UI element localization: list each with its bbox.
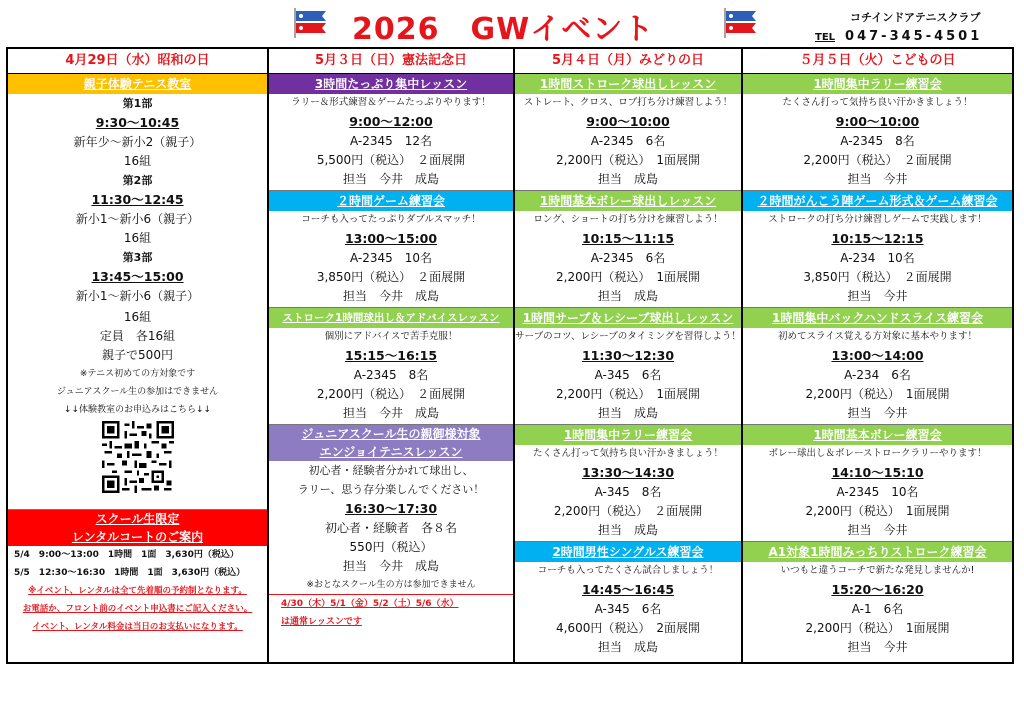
event-staff: 担当 今井 成島 xyxy=(342,289,439,303)
part-label: 第2部 xyxy=(122,174,153,187)
event-capacity: 定員 各16組 xyxy=(99,329,176,343)
event-staff: 担当 今井 xyxy=(847,523,908,537)
event-desc: 初めてスライス覚える方対象に基本やります！ xyxy=(777,331,978,342)
event-block xyxy=(515,74,741,191)
event-class: A-2345 10名 xyxy=(349,251,433,265)
day-header: 5月３日（日）憲法記念日 xyxy=(269,49,513,74)
event-desc: ロング、ショートの打ち分けを練習しよう！ xyxy=(533,214,723,225)
event-staff: 担当 成島 xyxy=(597,640,658,654)
reservation-notice: ※イベント、レンタルは全て先着順の予約制となります。 xyxy=(28,586,247,596)
event-time: 10:15〜12:15 xyxy=(831,231,924,246)
event-block xyxy=(269,308,513,425)
event-subtitle: エンジョイテニスレッスン xyxy=(269,443,513,461)
event-staff: 担当 今井 成島 xyxy=(342,406,439,420)
event-class: A-2345 12名 xyxy=(349,134,433,148)
junior-parent-block xyxy=(269,425,513,631)
day-header: 4月29日（水）昭和の日 xyxy=(8,49,267,74)
event-staff: 担当 今井 xyxy=(847,289,908,303)
part-label: 第1部 xyxy=(122,97,153,110)
kids-tennis-block xyxy=(8,74,267,510)
day-column-0429 xyxy=(8,49,269,662)
event-note: ※テニス初めての方対象です xyxy=(79,369,196,379)
page-title: 2026 GWイベント xyxy=(352,12,655,47)
event-staff: 担当 今井 成島 xyxy=(342,559,439,573)
event-title: 1時間集中バックハンドスライス練習会 xyxy=(743,308,1012,328)
event-note: ジュニアスクール生の参加はできません xyxy=(56,387,219,397)
event-price: 2,200円（税込） 1面展開 xyxy=(556,387,700,401)
event-note: ※おとなスクール生の方は参加できません xyxy=(269,576,513,595)
event-staff: 担当 今井 xyxy=(847,640,908,654)
event-staff: 担当 成島 xyxy=(597,172,658,186)
event-time: 11:30〜12:30 xyxy=(581,348,675,363)
event-desc: たくさん打って気持ち良い汗かきましょう！ xyxy=(782,97,973,108)
event-desc: コーチも入ってたっぷりダブルスマッチ！ xyxy=(301,214,481,225)
event-title: 1時間ストローク球出しレッスン xyxy=(515,74,741,94)
event-desc: ストロークの打ち分け練習しゲームで実践します！ xyxy=(768,214,987,225)
event-class: A-2345 8名 xyxy=(353,368,429,382)
event-target: 新年少〜新小2（親子） xyxy=(73,135,202,149)
event-staff: 担当 成島 xyxy=(597,289,658,303)
reservation-notice: イベント、レンタル料金は当日のお支払いになります。 xyxy=(32,622,243,632)
event-title: 親子体験テニス教室 xyxy=(8,74,267,94)
event-price: 2,200円（税込） 1面展開 xyxy=(805,387,950,401)
event-block xyxy=(515,308,741,425)
event-price: 2,200円（税込） ２面展開 xyxy=(316,387,466,401)
event-block xyxy=(743,425,1012,542)
event-class: A-234 10名 xyxy=(840,251,915,265)
event-time: 14:10〜15:10 xyxy=(831,465,924,480)
event-title: 1時間集中ラリー練習会 xyxy=(515,425,741,445)
event-time: 11:30〜12:45 xyxy=(91,192,184,207)
event-price: 4,600円（税込） 2面展開 xyxy=(556,621,700,635)
event-price: 2,200円（税込） 1面展開 xyxy=(805,621,950,635)
event-class: A-345 8名 xyxy=(594,485,662,499)
event-price: 3,850円（税込） ２面展開 xyxy=(316,270,466,284)
event-title: ストローク1時間球出し＆アドバイスレッスン xyxy=(269,308,513,328)
rental-court-block xyxy=(8,510,267,636)
rental-subtitle: レンタルコートのご案内 xyxy=(8,528,267,546)
regular-lesson-notice: は通常レッスンです xyxy=(281,617,362,627)
event-block xyxy=(743,542,1012,657)
event-staff: 担当 今井 成島 xyxy=(342,172,439,186)
event-desc: いつもと違うコーチで新たな発見しませんか! xyxy=(780,565,975,576)
event-desc: ストレート、クロス、ロブ打ち分け練習しよう！ xyxy=(523,97,733,108)
carp-streamer-icon xyxy=(722,8,762,38)
event-block xyxy=(743,191,1012,308)
event-price: 2,200円（税込） ２面展開 xyxy=(553,504,703,518)
event-price: 3,850円（税込） ２面展開 xyxy=(803,270,952,284)
event-time: 9:30〜10:45 xyxy=(95,115,180,130)
event-desc: たくさん打って気持ち良い汗かきましょう！ xyxy=(532,448,723,459)
event-time: 16:30〜17:30 xyxy=(344,501,438,516)
event-class: A-234 6名 xyxy=(844,368,911,382)
event-desc: サーブのコツ、レシーブのタイミングを習得しよう！ xyxy=(515,331,741,342)
event-staff: 担当 今井 xyxy=(847,172,908,186)
club-name: コチインドアテニスクラブ xyxy=(850,11,981,24)
event-title: ジュニアスクール生の親御様対象 xyxy=(269,425,513,443)
event-time: 10:15〜11:15 xyxy=(581,231,675,246)
carp-streamer-icon xyxy=(292,8,332,38)
event-class: A-1 6名 xyxy=(851,602,904,616)
event-time: 13:00〜15:00 xyxy=(344,231,438,246)
day-header: ５月５日（火）こどもの日 xyxy=(743,49,1012,74)
event-time: 9:00〜10:00 xyxy=(835,114,920,129)
event-time: 13:45〜15:00 xyxy=(91,269,184,284)
event-class: A-345 6名 xyxy=(594,602,662,616)
reservation-notice: お電話か、フロント前のイベント申込書にご記入ください。 xyxy=(22,604,253,614)
part-label: 第3部 xyxy=(122,251,153,264)
event-block xyxy=(515,425,741,542)
day-column-0504 xyxy=(515,49,743,662)
event-desc: ラリー＆形式練習＆ゲームたっぷりやります！ xyxy=(291,97,491,108)
event-block xyxy=(515,191,741,308)
event-time: 14:45〜16:45 xyxy=(581,582,675,597)
day-header: 5月４日（月）みどりの日 xyxy=(515,49,741,74)
event-price: 5,500円（税込） ２面展開 xyxy=(316,153,466,167)
event-price: 550円（税込） xyxy=(349,540,433,554)
event-desc: コーチも入ってたくさん試合しましょう！ xyxy=(537,565,719,576)
event-class: A-2345 10名 xyxy=(836,485,919,499)
event-block xyxy=(269,74,513,191)
regular-lesson-notice: 4/30（木）5/1（金）5/2（土）5/6（水） xyxy=(281,599,459,609)
event-desc: ラリー、思う存分楽しんでください！ xyxy=(297,483,485,496)
event-class: A-2345 8名 xyxy=(840,134,915,148)
event-staff: 担当 成島 xyxy=(597,523,658,537)
event-title: 2時間男性シングルス練習会 xyxy=(515,542,741,562)
event-desc: ボレー球出し＆ボレーストロークラリーやります！ xyxy=(768,448,987,459)
event-price: 2,200円（税込） 1面展開 xyxy=(556,153,700,167)
event-staff: 担当 成島 xyxy=(597,406,658,420)
event-class: A-2345 6名 xyxy=(590,251,666,265)
event-desc: 個別にアドバイスで苦手克服！ xyxy=(324,331,458,342)
event-price: 親子で500円 xyxy=(102,348,173,362)
qr-code-icon[interactable] xyxy=(102,421,174,493)
event-block xyxy=(515,542,741,657)
rental-title: スクール生限定 xyxy=(8,510,267,528)
event-title: 1時間基本ボレー球出しレッスン xyxy=(515,191,741,211)
event-title: 1時間サーブ＆レシーブ球出しレッスン xyxy=(515,308,741,328)
event-title: ２時間ゲーム練習会 xyxy=(269,191,513,211)
event-block xyxy=(269,191,513,308)
rental-row: 5/4 9:00〜13:00 1時間 1面 3,630円（税込） xyxy=(14,550,239,560)
event-title: 3時間たっぷり集中レッスン xyxy=(269,74,513,94)
event-time: 9:00〜10:00 xyxy=(586,114,670,129)
event-price: 2,200円（税込） 1面展開 xyxy=(805,504,950,518)
phone-number: 047-345-4501 xyxy=(845,29,983,44)
event-target: 新小1〜新小6（親子） xyxy=(75,212,200,226)
event-title: A1対象1時間みっちりストローク練習会 xyxy=(743,542,1012,562)
event-desc: 初心者・経験者分かれて球出し、 xyxy=(308,464,474,477)
event-groups: 16組 xyxy=(123,231,152,245)
event-groups: 16組 xyxy=(123,310,152,324)
tel-label: TEL xyxy=(815,32,836,43)
rental-row: 5/5 12:30〜16:30 1時間 1面 3,630円（税込） xyxy=(14,568,246,578)
event-groups: 16組 xyxy=(123,154,152,168)
schedule-table xyxy=(6,47,1014,664)
event-class: A-2345 6名 xyxy=(590,134,666,148)
event-staff: 担当 今井 xyxy=(847,406,908,420)
event-title: 1時間集中ラリー練習会 xyxy=(743,74,1012,94)
event-note: ↓↓体験教室のお申込みはこちら↓↓ xyxy=(63,405,212,415)
event-time: 15:15〜16:15 xyxy=(344,348,438,363)
event-time: 15:20〜16:20 xyxy=(831,582,924,597)
event-block xyxy=(743,74,1012,191)
event-title: 1時間基本ボレー練習会 xyxy=(743,425,1012,445)
day-column-0503 xyxy=(269,49,515,662)
event-time: 9:00〜12:00 xyxy=(349,114,433,129)
event-price: 2,200円（税込） 1面展開 xyxy=(556,270,700,284)
day-column-0505 xyxy=(743,49,1012,662)
event-price: 2,200円（税込） ２面展開 xyxy=(803,153,952,167)
event-target: 新小1〜新小6（親子） xyxy=(75,289,200,303)
event-target: 初心者・経験者 各８名 xyxy=(324,521,457,535)
event-block xyxy=(743,308,1012,425)
club-phone xyxy=(815,29,982,44)
event-time: 13:30〜14:30 xyxy=(581,465,675,480)
event-title: ２時間がんこう陣ゲーム形式＆ゲーム練習会 xyxy=(743,191,1012,211)
event-class: A-345 6名 xyxy=(594,368,662,382)
event-time: 13:00〜14:00 xyxy=(831,348,924,363)
